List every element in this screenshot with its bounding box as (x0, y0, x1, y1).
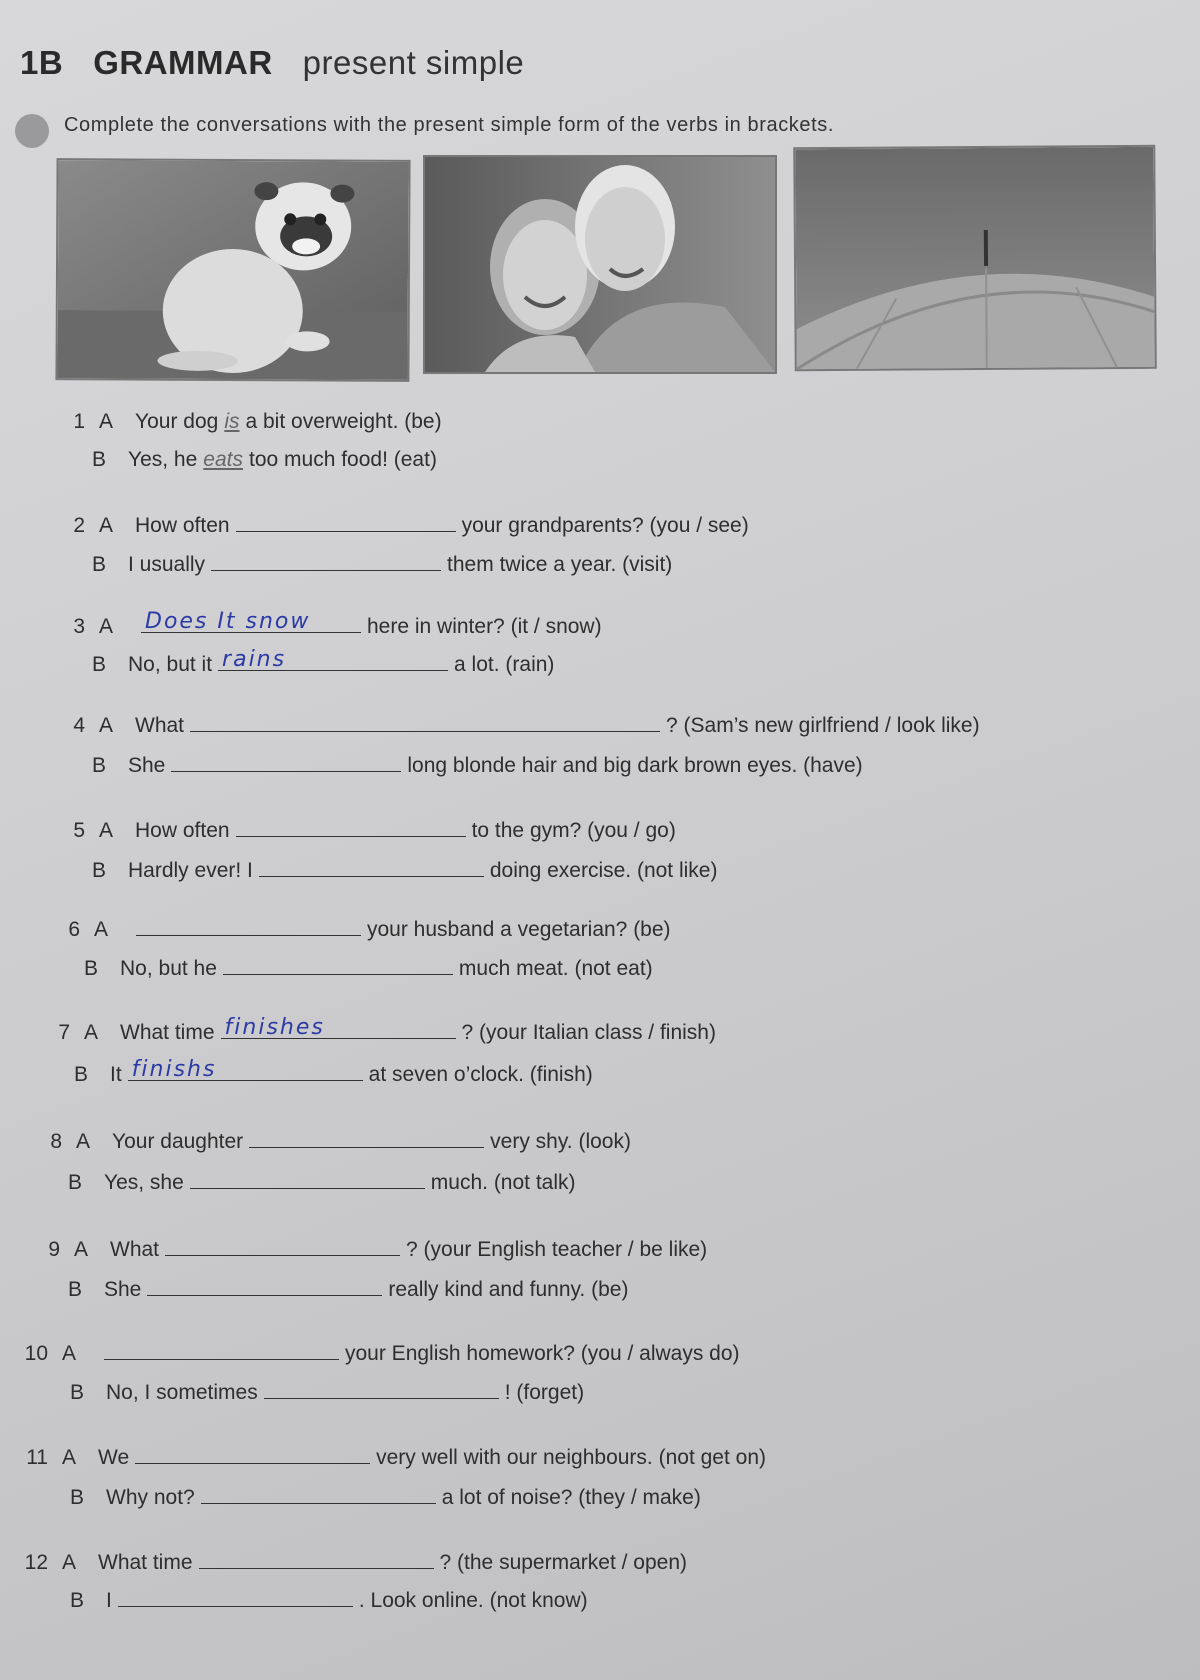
speaker-label: A (99, 410, 114, 433)
speaker-label: B (84, 957, 99, 980)
verb-hint-text: ? (your English teacher / be like) (406, 1238, 708, 1261)
verb-hint-text: very well with our neighbours. (not get on) (376, 1446, 766, 1469)
conversation-line-1-a (55, 410, 442, 434)
conversation-line-7-b (74, 1057, 593, 1087)
conversation-line-12-b (70, 1586, 588, 1613)
answer-blank[interactable] (128, 1057, 363, 1082)
conversation-line-5-a (55, 816, 676, 843)
prompt-text: What (135, 714, 185, 737)
prompt-text: We (98, 1446, 130, 1469)
prompt-text: She (104, 1278, 142, 1301)
pug-dog-photo (55, 158, 410, 382)
answer-blank[interactable] (211, 550, 441, 571)
verb-hint-text: a lot. (rain) (454, 653, 555, 676)
handwritten-answer: finishes (224, 1015, 325, 1040)
answer-blank[interactable] (249, 1127, 484, 1148)
prompt-text: She (128, 754, 166, 777)
prompt-text: What (110, 1238, 160, 1261)
verb-hint-text: long blonde hair and big dark brown eyes. (have) (407, 754, 863, 777)
verb-hint-text: your English homework? (you / always do) (345, 1342, 740, 1365)
answer-blank[interactable] (165, 1235, 400, 1256)
speaker-label: B (70, 1589, 85, 1612)
answer-blank[interactable] (264, 1378, 499, 1399)
verb-hint-text: ? (your Italian class / finish) (461, 1021, 716, 1044)
answer-blank[interactable] (147, 1275, 382, 1296)
conversation-line-2-b (92, 550, 672, 577)
speaker-label: A (99, 819, 114, 842)
item-number: 7 (58, 1021, 70, 1044)
verb-hint-text: ? (the supermarket / open) (439, 1551, 687, 1574)
page-title (20, 44, 524, 82)
verb-hint-text: really kind and funny. (be) (388, 1278, 629, 1301)
speaker-label: B (68, 1171, 83, 1194)
answer-blank[interactable] (223, 954, 453, 975)
answer-blank[interactable] (118, 1586, 353, 1607)
conversation-line-1-b (92, 448, 437, 472)
conversation-line-8-a (32, 1127, 631, 1154)
speaker-label: B (68, 1278, 83, 1301)
speaker-label: B (70, 1486, 85, 1509)
item-number: 12 (24, 1551, 48, 1574)
prompt-text: It (110, 1063, 122, 1086)
item-number: 1 (73, 410, 85, 433)
conversation-line-11-b (70, 1483, 701, 1510)
prompt-text: No, but it (128, 653, 213, 676)
verb-hint-text: too much food! (eat) (249, 448, 437, 471)
exercise-bullet-icon (15, 114, 49, 148)
verb-hint-text: very shy. (look) (490, 1130, 631, 1153)
speaker-label: A (99, 615, 114, 638)
conversation-line-10-b (70, 1378, 584, 1405)
conversation-line-6-b (84, 954, 653, 981)
item-number: 6 (68, 918, 80, 941)
conversation-line-2-a (55, 511, 749, 538)
topic-title: present simple (302, 44, 525, 81)
prompt-text: I (106, 1589, 112, 1612)
smiling-couple-photo (423, 155, 777, 374)
speaker-label: A (74, 1238, 89, 1261)
example-answer: eats (203, 448, 243, 471)
conversation-line-4-a (55, 711, 980, 738)
prompt-text: How often (135, 819, 230, 842)
verb-hint-text: at seven o’clock. (finish) (368, 1063, 593, 1086)
answer-blank[interactable] (218, 647, 448, 672)
handwritten-answer: finishs (131, 1057, 217, 1082)
speaker-label: B (74, 1063, 89, 1086)
prompt-text: Hardly ever! I (128, 859, 253, 882)
prompt-text: I usually (128, 553, 206, 576)
answer-blank[interactable] (190, 711, 660, 732)
answer-blank[interactable] (236, 816, 466, 837)
speaker-label: A (84, 1021, 99, 1044)
speaker-label: B (92, 553, 107, 576)
verb-hint-text: doing exercise. (not like) (489, 859, 718, 882)
prompt-text: Yes, she (104, 1171, 184, 1194)
speaker-label: B (92, 448, 107, 471)
verb-hint-text: much. (not talk) (430, 1171, 576, 1194)
conversation-line-5-b (92, 856, 717, 883)
prompt-text: Your dog (135, 410, 219, 433)
prompt-text: Your daughter (112, 1130, 244, 1153)
answer-blank[interactable] (199, 1548, 434, 1569)
prompt-text: No, but he (120, 957, 217, 980)
conversation-line-8-b (68, 1168, 576, 1195)
item-number: 10 (24, 1342, 48, 1365)
verb-hint-text: to the gym? (you / go) (471, 819, 676, 842)
verb-hint-text: here in winter? (it / snow) (367, 615, 602, 638)
prompt-text: Why not? (106, 1486, 195, 1509)
speaker-label: B (92, 859, 107, 882)
section-title: GRAMMAR (93, 44, 273, 81)
speaker-label: A (99, 714, 114, 737)
item-number: 4 (73, 714, 85, 737)
verb-hint-text: a bit overweight. (be) (245, 410, 442, 433)
instruction-text: Complete the conversations with the present simple form of the verbs in brackets. (64, 114, 835, 136)
speaker-label: A (76, 1130, 91, 1153)
example-answer: is (224, 410, 240, 433)
speaker-label: A (62, 1446, 77, 1469)
speaker-label: A (62, 1342, 77, 1365)
answer-blank[interactable] (104, 1339, 339, 1360)
unit-code: 1B (20, 44, 64, 81)
speaker-label: B (92, 754, 107, 777)
verb-hint-text: a lot of noise? (they / make) (441, 1486, 701, 1509)
speaker-label: A (99, 514, 114, 537)
answer-blank[interactable] (221, 1015, 456, 1040)
verb-hint-text: your husband a vegetarian? (be) (367, 918, 671, 941)
conversation-line-6-a (50, 915, 671, 942)
item-number: 2 (73, 514, 85, 537)
handwritten-answer: rains (222, 647, 287, 672)
verb-hint-text: ! (forget) (504, 1381, 585, 1404)
prompt-text: How often (135, 514, 230, 537)
speaker-label: B (92, 653, 107, 676)
umbrella-rain-photo (793, 145, 1157, 372)
conversation-line-12-a (18, 1548, 687, 1575)
verb-hint-text: much meat. (not eat) (458, 957, 653, 980)
item-number: 9 (48, 1238, 60, 1261)
prompt-text: What time (98, 1551, 193, 1574)
prompt-text: Yes, he (128, 448, 198, 471)
conversation-line-4-b (92, 751, 863, 778)
verb-hint-text: ? (Sam’s new girlfriend / look like) (666, 714, 980, 737)
item-number: 8 (50, 1130, 62, 1153)
verb-hint-text: your grandparents? (you / see) (461, 514, 749, 537)
item-number: 5 (73, 819, 85, 842)
verb-hint-text: . Look online. (not know) (358, 1589, 588, 1612)
answer-blank[interactable] (259, 856, 484, 877)
verb-hint-text: them twice a year. (visit) (447, 553, 673, 576)
speaker-label: B (70, 1381, 85, 1404)
answer-blank[interactable] (135, 1443, 370, 1464)
conversation-line-11-a (18, 1443, 766, 1470)
prompt-text: What time (120, 1021, 215, 1044)
conversation-line-9-a (30, 1235, 707, 1262)
answer-blank[interactable] (201, 1483, 436, 1504)
answer-blank[interactable] (171, 751, 401, 772)
conversation-line-10-a (18, 1339, 740, 1366)
answer-blank[interactable] (141, 609, 361, 634)
item-number: 3 (73, 615, 85, 638)
answer-blank[interactable] (190, 1168, 425, 1189)
conversation-line-3-b (92, 647, 555, 677)
speaker-label: A (62, 1551, 77, 1574)
answer-blank[interactable] (136, 915, 361, 936)
item-number: 11 (26, 1446, 48, 1469)
conversation-line-3-a (55, 609, 602, 639)
speaker-label: A (94, 918, 109, 941)
handwritten-answer: Does It snow (145, 609, 311, 634)
conversation-line-9-b (68, 1275, 628, 1302)
conversation-line-7-a (40, 1015, 716, 1045)
answer-blank[interactable] (236, 511, 456, 532)
prompt-text: No, I sometimes (106, 1381, 258, 1404)
